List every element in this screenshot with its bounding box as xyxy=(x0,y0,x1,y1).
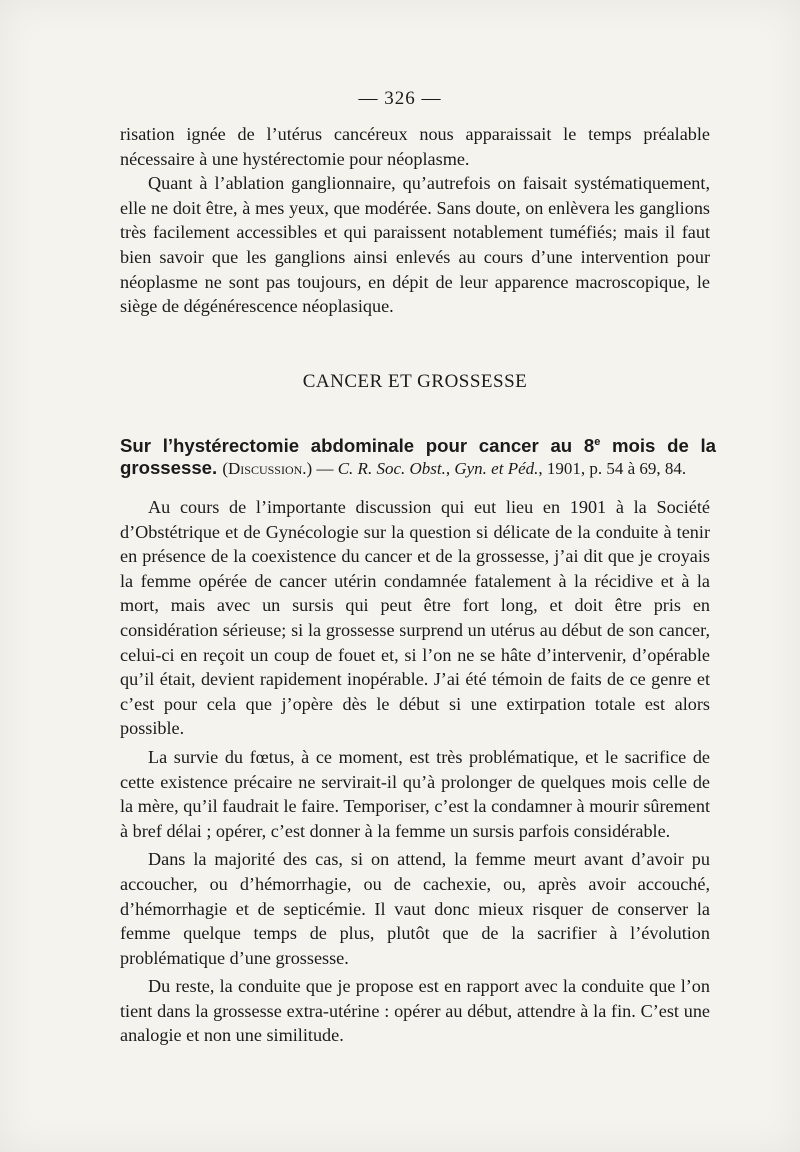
body-paragraph-2: La survie du fœtus, à ce moment, est très problématique, et le sacrifice de cette existence précaire ne servirait-il qu’à prolonger de quelques mois celle de la mère, qu’il faudrait le faire. Temporiser, c’est la condamner à mourir sûrement à bref délai ; opérer, c’est donner à la femme un sursis parfois considérable. xyxy=(120,746,710,841)
reference-type: (Discussion.) xyxy=(222,459,313,479)
body-paragraph-4: Du reste, la conduite que je propose est en rapport avec la conduite que l’on tient dans la grossesse extra-utérine : opérer au début, attendre à la fin. C’est une analogie et non une similitude. xyxy=(120,976,710,1046)
article-title xyxy=(120,431,716,480)
article-title-continuation: mois de la grossesse. xyxy=(120,435,716,479)
page-number: — 326 — xyxy=(358,88,442,109)
article-title-superscript: e xyxy=(594,436,601,448)
intro-text xyxy=(120,122,710,319)
article-reference xyxy=(222,459,686,478)
intro-paragraph-2: Quant à l’ablation ganglionnaire, qu’autrefois on faisait systématiquement, elle ne doit être, à mes yeux, que modérée. Sans doute, on enlèvera les ganglions très facilement accessibles et qui paraissent notablement tuméfiés; mais il faut bien savoir que les ganglions ainsi enlevés au cours d’une intervention pour néoplasme ne sont pas toujours, en dépit de leur apparence macroscopique, le siège de dégénérescence néoplasique. xyxy=(120,173,710,317)
article-body xyxy=(120,495,710,1048)
reference-dash: — xyxy=(312,459,338,479)
intro-paragraph-1: risation ignée de l’utérus cancéreux nous apparaissait le temps préalable nécessaire à une hystérectomie pour néoplasme. xyxy=(120,124,710,169)
reference-journal: C. R. Soc. Obst., Gyn. et Péd. xyxy=(337,459,539,479)
section-heading: CANCER ET GROSSESSE xyxy=(302,371,528,392)
body-paragraph-3: Dans la majorité des cas, si on attend, la femme meurt avant d’avoir pu accoucher, ou d’hémorrhagie, ou de cachexie, ou, après avoir accouché, d’hémorrhagie et de septicémie. Il vaut donc mieux risquer de conserver la femme quelque temps de plus, plutôt que de la sacrifier à l’évolution problématique d’une grossesse. xyxy=(120,849,710,968)
reference-details: , 1901, p. 54 à 69, 84. xyxy=(538,459,687,479)
article-title-text: Sur l’hystérectomie abdominale pour cancer au 8 xyxy=(120,435,595,457)
body-paragraph-1: Au cours de l’importante discussion qui eut lieu en 1901 à la Société d’Obstétrique et de Gynécologie sur la question si délicate de la conduite à tenir en présence de la coexistence du cancer et de la grossesse, j’ai dit que je croyais la femme opérée de cancer utérin condamnée fatalement à la récidive et à la mort, mais avec un sursis qui peut être fort long, et doit être pris en considération sérieuse; si la grossesse surprend un utérus au début de son cancer, celui-ci en reçoit un coup de fouet et, si l’on ne se hâte d’intervenir, d’opérable qu’il était, devient rapidement inopérable. J’ai été témoin de faits de ce genre et c’est pour cela que j’opère dès le début si une extirpation totale est alors possible. xyxy=(120,497,710,739)
